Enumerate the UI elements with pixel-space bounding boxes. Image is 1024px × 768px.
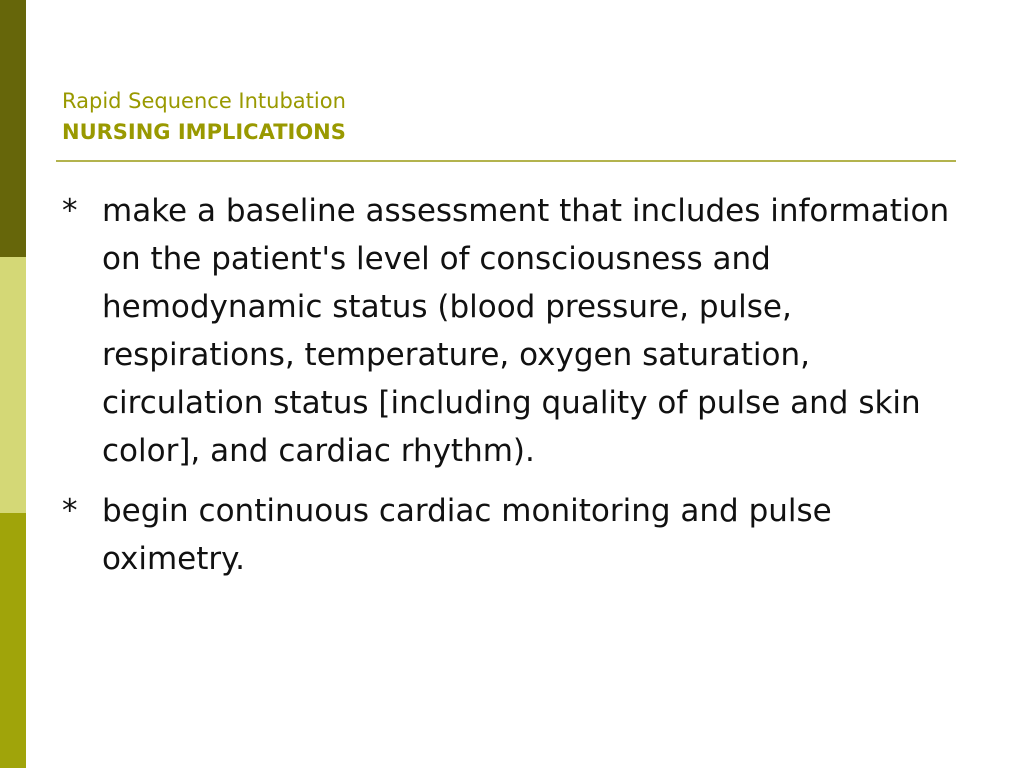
- slide-title-line1: Rapid Sequence Intubation: [62, 89, 346, 113]
- sidebar-segment-middle: [0, 257, 26, 513]
- bullet-marker: *: [62, 493, 78, 529]
- slide-title: [62, 86, 942, 148]
- sidebar-decoration: [0, 0, 26, 768]
- bullet-item: [62, 187, 962, 475]
- sidebar-segment-top: [0, 0, 26, 257]
- bullet-marker: *: [62, 193, 78, 229]
- bullet-item: [62, 487, 962, 583]
- bullet-text: make a baseline assessment that includes information on the patient's level of consciousness and hemodynamic status (blood pressure, pulse, respirations, temperature, oxygen saturation, circulation status [including quality of pulse and skin color], and cardiac rhythm).: [102, 193, 950, 469]
- slide-title-line2: NURSING IMPLICATIONS: [62, 120, 346, 144]
- bullet-text: begin continuous cardiac monitoring and pulse oximetry.: [102, 493, 832, 577]
- title-divider: [56, 160, 956, 162]
- sidebar-segment-bottom: [0, 513, 26, 768]
- slide-body: [62, 187, 962, 595]
